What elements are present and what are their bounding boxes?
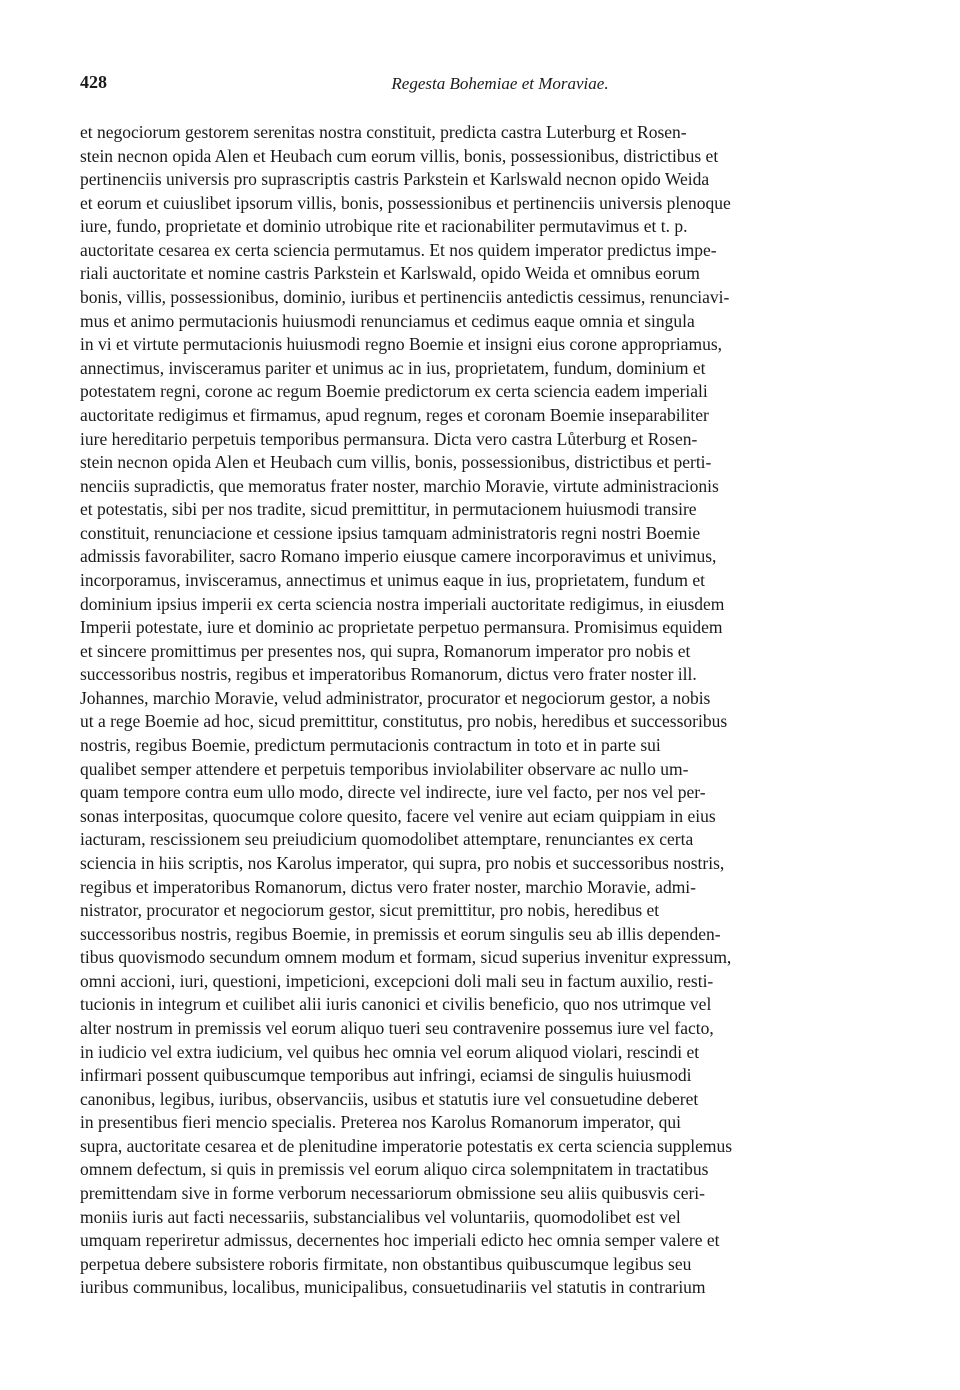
text-line: iuribus communibus, localibus, municipalibus, consuetudinariis vel statutis in contrarium <box>80 1277 706 1298</box>
running-head: Regesta Bohemiae et Moraviae. <box>391 74 609 93</box>
text-line: in iudicio vel extra iudicium, vel quibus hec omnia vel eorum aliquod violari, rescindi et <box>80 1041 700 1062</box>
text-line: infirmari possent quibuscumque temporibus aut infringi, eciamsi de singulis huiusmodi <box>80 1065 692 1086</box>
text-line: umquam reperiretur admissus, decernentes hoc imperiali edicto hec omnia semper valere et <box>80 1230 720 1251</box>
text-line: successoribus nostris, regibus et imperatoribus Romanorum, dictus vero frater noster ill. <box>80 664 697 685</box>
text-line: nostris, regibus Boemie, predictum permutacionis contractum in toto et in parte sui <box>80 735 661 756</box>
text-line: et negociorum gestorem serenitas nostra constituit, predicta castra Luterburg et Rosen- <box>80 122 687 142</box>
text-line: alter nostrum in premissis vel eorum aliquo tueri seu contravenire possemus iure vel facto, <box>80 1017 714 1038</box>
page-number: 428 <box>80 72 107 92</box>
text-line: mus et animo permutacionis huiusmodi renunciamus et cedimus eaque omnia et singula <box>80 310 695 331</box>
text-line: premittendam sive in forme verborum necessariorum obmissione seu aliis quibusvis ceri- <box>80 1183 705 1204</box>
text-line: regibus et imperatoribus Romanorum, dictus vero frater noster, marchio Moravie, admi- <box>80 876 696 897</box>
text-line: iure hereditario perpetuis temporibus permansura. Dicta vero castra Lůterburg et Rosen- <box>80 428 698 449</box>
text-line: nenciis supradictis, que memoratus frater noster, marchio Moravie, virtute administracionis <box>80 475 719 496</box>
text-line: Imperii potestate, iure et dominio ac proprietate perpetuo permansura. Promisimus equidem <box>80 617 723 638</box>
text-line: tibus quovismodo secundum omnem modum et formam, sicud superius invenitur expressum, <box>80 947 732 968</box>
text-line: stein necnon opida Alen et Heubach cum villis, bonis, possessionibus, districtibus et perti- <box>80 452 712 473</box>
text-line: pertinenciis universis pro suprascriptis castris Parkstein et Karlswald necnon opido Weida <box>80 169 710 190</box>
text-line: riali auctoritate et nomine castris Parkstein et Karlswald, opido Weida et omnibus eorum <box>80 263 700 284</box>
text-line: quam tempore contra eum ullo modo, directe vel indirecte, iure vel facto, per nos vel per- <box>80 782 706 803</box>
text-line: sciencia in hiis scriptis, nos Karolus imperator, qui supra, pro nobis et successoribus nostris, <box>80 852 725 873</box>
text-line: et eorum et cuiuslibet ipsorum villis, bonis, possessionibus et pertinenciis universis plenoque <box>80 192 731 213</box>
page-header <box>80 72 880 96</box>
text-line: et potestatis, sibi per nos tradite, sicud premittitur, in permutacionem huiusmodi transire <box>80 499 697 520</box>
text-line: constituit, renunciacione et cessione ipsius tamquam administratoris regni nostri Boemie <box>80 522 701 543</box>
text-line: tucionis in integrum et cuilibet alii iuris canonici et civilis beneficio, quo nos utrimque vel <box>80 994 712 1015</box>
text-line: iacturam, rescissionem seu preiudicium quomodolibet attemptare, renunciantes ex certa <box>80 829 694 850</box>
text-line: annectimus, invisceramus pariter et unimus ac in ius, proprietatem, fundum, dominium et <box>80 357 706 378</box>
text-line: auctoritate redigimus et firmamus, apud regnum, reges et coronam Boemie inseparabiliter <box>80 404 709 425</box>
text-line: moniis iuris aut facti necessariis, substancialibus vel voluntariis, quomodolibet est vel <box>80 1206 681 1227</box>
text-line: dominium ipsius imperii ex certa sciencia nostra imperiali auctoritate redigimus, in eiusdem <box>80 593 725 614</box>
text-line: ut a rege Boemie ad hoc, sicud premittitur, constitutus, pro nobis, heredibus et successoribus <box>80 711 728 732</box>
text-line: omnem defectum, si quis in premissis vel eorum aliquo circa solempnitatem in tractatibus <box>80 1159 709 1180</box>
text-line: in vi et virtute permutacionis huiusmodi regno Boemie et insigni eius corone appropriamus, <box>80 334 723 355</box>
text-line: auctoritate cesarea ex certa sciencia permutamus. Et nos quidem imperator predictus impe- <box>80 239 717 260</box>
text-line: omni accioni, iuri, questioni, impeticioni, excepcioni doli mali seu in factum auxilio, resti- <box>80 970 714 991</box>
text-line: incorporamus, invisceramus, annectimus et unimus eaque in ius, proprietatem, fundum et <box>80 569 705 590</box>
text-line: potestatem regni, corone ac regum Boemie predictorum ex certa sciencia eadem imperiali <box>80 381 708 402</box>
text-line: iure, fundo, proprietate et dominio utrobique rite et racionabiliter permutavimus et t. p. <box>80 216 688 237</box>
text-line: sonas interpositas, quocumque colore quesito, facere vel venire aut eciam quippiam in eius <box>80 805 716 826</box>
text-line: bonis, villis, possessionibus, dominio, iuribus et pertinenciis antedictis cessimus, renunciavi- <box>80 287 730 308</box>
text-line: successoribus nostris, regibus Boemie, in premissis et eorum singulis seu ab illis dependen- <box>80 923 721 944</box>
text-line: nistrator, procurator et negociorum gestor, sicut premittitur, pro nobis, heredibus et <box>80 900 660 921</box>
body-text <box>80 121 882 1300</box>
text-line: perpetua debere subsistere roboris firmitate, non obstantibus quibuscumque legibus seu <box>80 1253 692 1274</box>
text-line: Johannes, marchio Moravie, velud administrator, procurator et negociorum gestor, a nobis <box>80 687 711 708</box>
text-line: in presentibus fieri mencio specialis. Preterea nos Karolus Romanorum imperator, qui <box>80 1112 681 1133</box>
text-line: canonibus, legibus, iuribus, observanciis, usibus et statutis iure vel consuetudine deberet <box>80 1088 699 1109</box>
text-line: admissis favorabiliter, sacro Romano imperio eiusque camere incorporavimus et univimus, <box>80 546 717 567</box>
text-line: et sincere promittimus per presentes nos, qui supra, Romanorum imperator pro nobis et <box>80 640 691 661</box>
text-line: supra, auctoritate cesarea et de plenitudine imperatorie potestatis ex certa sciencia supplemus <box>80 1135 733 1156</box>
text-line: stein necnon opida Alen et Heubach cum eorum villis, bonis, possessionibus, districtibus et <box>80 145 719 166</box>
text-line: qualibet semper attendere et perpetuis temporibus inviolabiliter observare ac nullo um- <box>80 758 689 779</box>
